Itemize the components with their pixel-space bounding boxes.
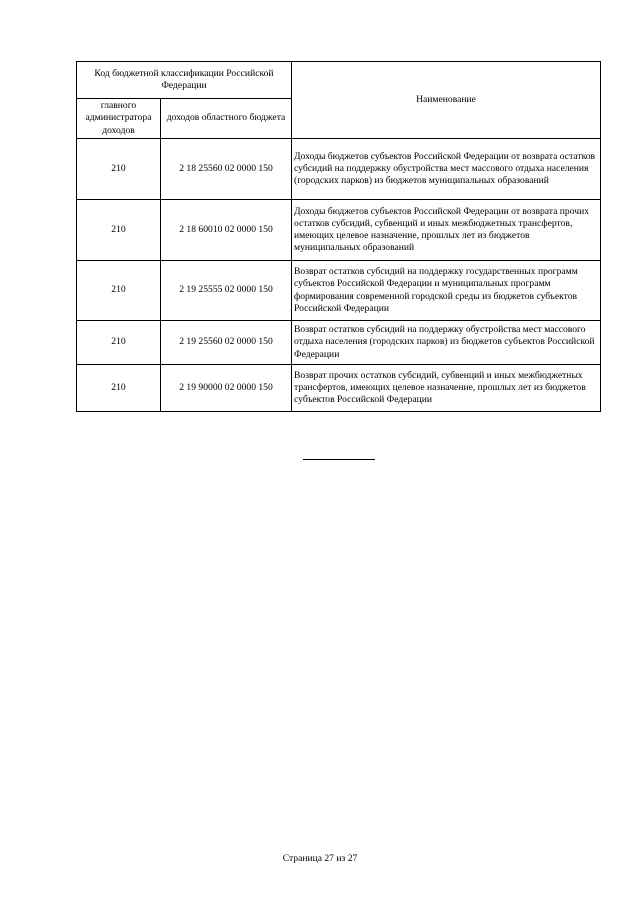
- cell-admin: 210: [77, 139, 161, 200]
- table-header: [77, 62, 601, 139]
- header-income: доходов областного бюджета: [161, 99, 292, 139]
- cell-code: 2 19 25560 02 0000 150: [161, 321, 292, 365]
- header-classification-code: Код бюджетной классификации Российской Федерации: [77, 62, 292, 99]
- table-row: [77, 365, 601, 412]
- cell-code: 2 19 90000 02 0000 150: [161, 365, 292, 412]
- cell-admin: 210: [77, 365, 161, 412]
- header-name: Наименование: [292, 62, 601, 139]
- table-body: [77, 139, 601, 412]
- cell-admin: 210: [77, 321, 161, 365]
- cell-code: 2 19 25555 02 0000 150: [161, 261, 292, 321]
- table-row: [77, 261, 601, 321]
- cell-admin: 210: [77, 261, 161, 321]
- cell-name: Возврат остатков субсидий на поддержку государственных программ субъектов Российской Федерации и муниципальных программ формирования современной городской среды из бюджетов субъектов Российской Федерации: [292, 261, 601, 321]
- cell-code: 2 18 25560 02 0000 150: [161, 139, 292, 200]
- budget-classification-table: [76, 61, 601, 412]
- page-number-footer: Страница 27 из 27: [282, 853, 358, 864]
- cell-name: Доходы бюджетов субъектов Российской Федерации от возврата остатков субсидий на поддержку обустройства мест массового отдыха населения (городских парков) из бюджетов муниципальных образований: [292, 139, 601, 200]
- cell-name: Возврат остатков субсидий на поддержку обустройства мест массового отдыха населения (городских парков) из бюджетов субъектов Российской Федерации: [292, 321, 601, 365]
- table-header-row-1: [77, 62, 601, 99]
- table-row: [77, 321, 601, 365]
- table-row: [77, 139, 601, 200]
- section-separator-line: [303, 459, 375, 460]
- cell-name: Возврат прочих остатков субсидий, субвенций и иных межбюджетных трансфертов, имеющих целевое назначение, прошлых лет из бюджетов субъектов Российской Федерации: [292, 365, 601, 412]
- cell-admin: 210: [77, 200, 161, 261]
- cell-name: Доходы бюджетов субъектов Российской Федерации от возврата прочих остатков субсидий, субвенций и иных межбюджетных трансфертов, имеющих целевое назначение, прошлых лет из бюджетов муниципальных образований: [292, 200, 601, 261]
- cell-code: 2 18 60010 02 0000 150: [161, 200, 292, 261]
- table-row: [77, 200, 601, 261]
- header-admin: главного администратора доходов: [77, 99, 161, 139]
